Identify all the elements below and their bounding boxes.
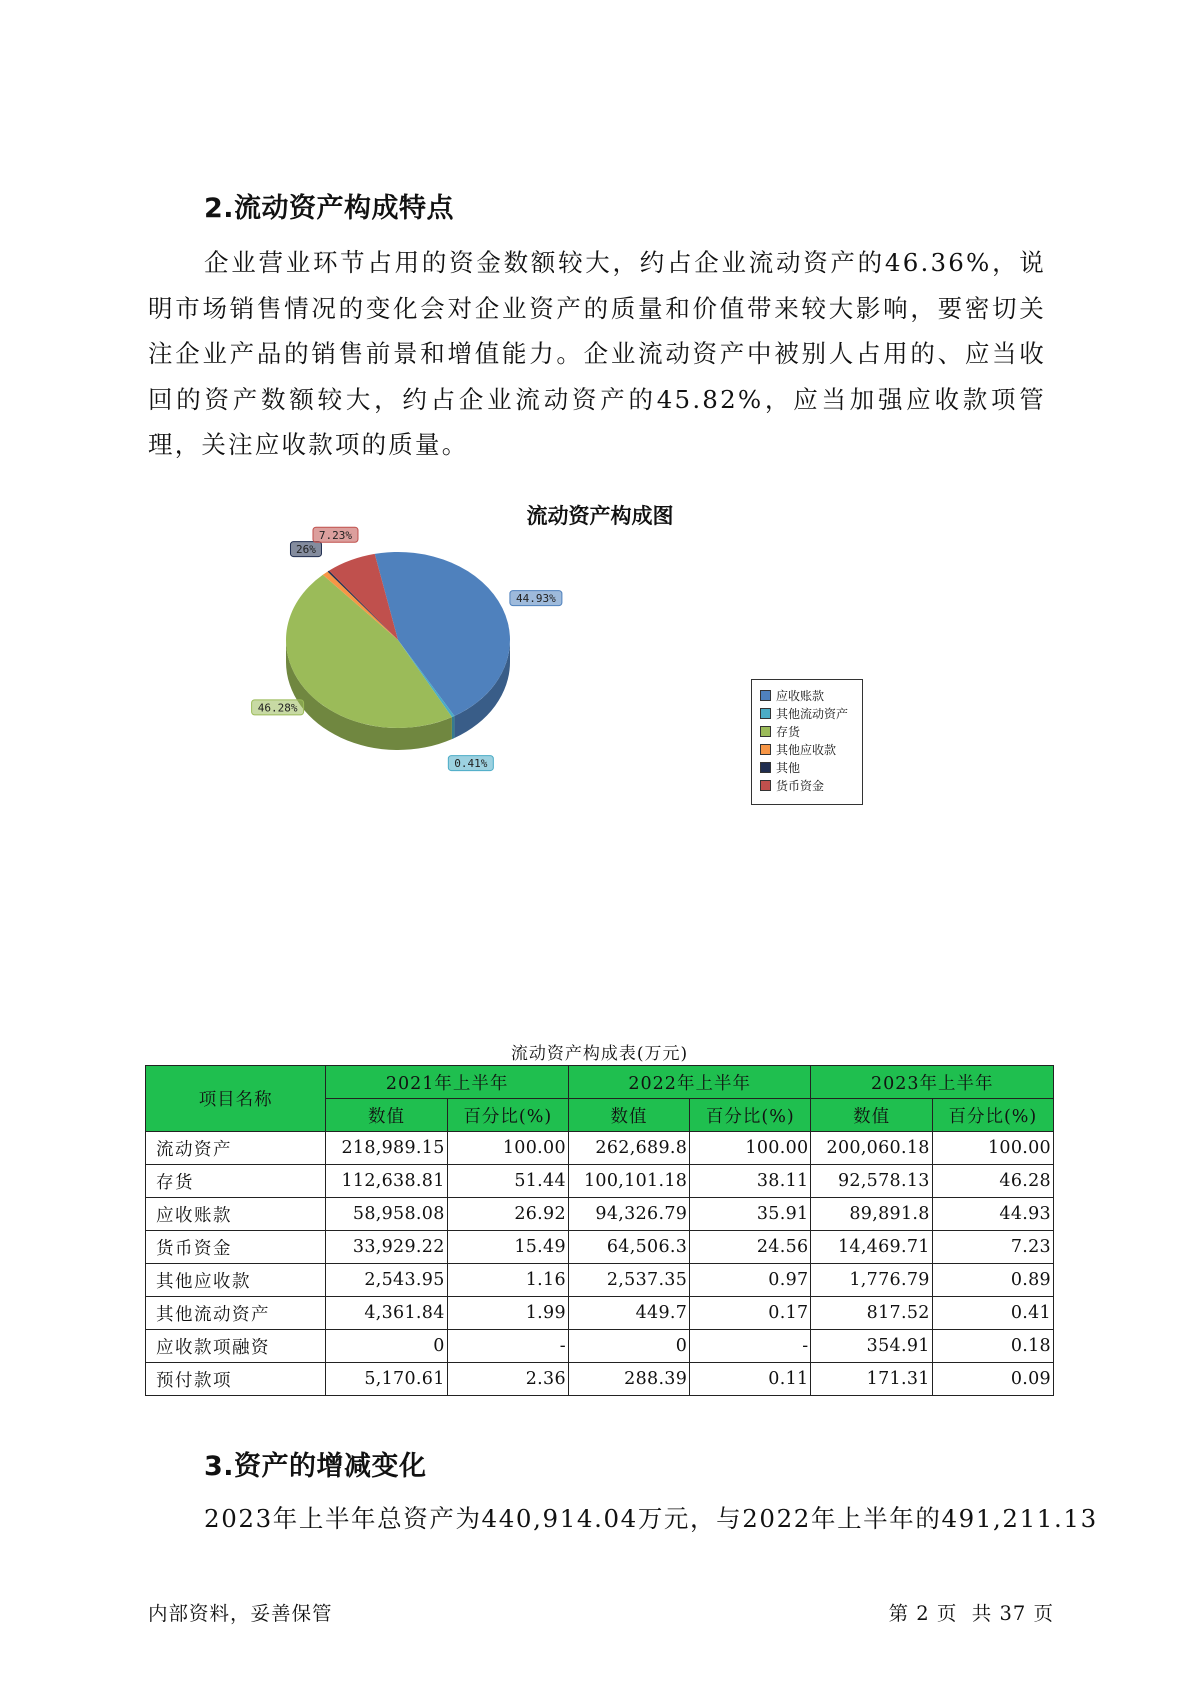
cell-pct: 0.09 — [932, 1363, 1053, 1396]
cell-pct: 0.17 — [690, 1297, 811, 1330]
section-paragraph: 企业营业环节占用的资金数额较大，约占企业流动资产的46.36%，说明市场销售情况的变化会对企业资产的质量和价值带来较大影响，要密切关注企业产品的销售前景和增值能力。企业流动资产中被别人占用的、应当收回的资产数额较大，约占企业流动资产的45.82%，应当加强应收款项管理，关注应收款项的质量。 — [148, 248, 1046, 459]
table-header-row — [146, 1066, 1054, 1099]
table-body — [146, 1132, 1054, 1396]
cell-value: 817.52 — [811, 1297, 932, 1330]
row-label: 流动资产 — [146, 1132, 326, 1165]
cell-value: 200,060.18 — [811, 1132, 932, 1165]
table-row — [146, 1231, 1054, 1264]
cell-pct: 100.00 — [447, 1132, 568, 1165]
header-value: 数值 — [568, 1099, 689, 1132]
footer-page-number: 第 2 页 共 37 页 — [888, 1602, 1054, 1625]
cell-pct: 100.00 — [932, 1132, 1053, 1165]
cell-value: 262,689.8 — [568, 1132, 689, 1165]
legend-swatch — [760, 708, 771, 719]
svg-text:44.93%: 44.93% — [516, 592, 556, 606]
table-row — [146, 1264, 1054, 1297]
cell-value: 1,776.79 — [811, 1264, 932, 1297]
header-value: 数值 — [811, 1099, 932, 1132]
cell-value: 2,543.95 — [326, 1264, 447, 1297]
cell-value: 100,101.18 — [568, 1165, 689, 1198]
cell-value: 33,929.22 — [326, 1231, 447, 1264]
pie-top — [286, 552, 510, 728]
cell-pct: 38.11 — [690, 1165, 811, 1198]
cell-pct: 0.97 — [690, 1264, 811, 1297]
svg-text:26%: 26% — [296, 543, 316, 557]
legend-swatch — [760, 690, 771, 701]
header-pct: 百分比(%) — [690, 1099, 811, 1132]
cell-pct: 24.56 — [690, 1231, 811, 1264]
table-row — [146, 1198, 1054, 1231]
cell-value: 288.39 — [568, 1363, 689, 1396]
header-period: 2022年上半年 — [568, 1066, 811, 1099]
row-label: 其他流动资产 — [146, 1297, 326, 1330]
legend-item — [760, 722, 862, 740]
section-heading: 2.流动资产构成特点 — [204, 193, 455, 224]
current-assets-table — [145, 1065, 1054, 1396]
cell-value: 14,469.71 — [811, 1231, 932, 1264]
row-label: 应收账款 — [146, 1198, 326, 1231]
legend-item — [760, 740, 862, 758]
cell-pct: 35.91 — [690, 1198, 811, 1231]
cell-pct: - — [690, 1330, 811, 1363]
header-pct: 百分比(%) — [447, 1099, 568, 1132]
legend-label: 其他流动资产 — [776, 706, 849, 721]
legend-label: 其他应收款 — [776, 742, 837, 757]
header-pct: 百分比(%) — [932, 1099, 1053, 1132]
cell-pct: 0.89 — [932, 1264, 1053, 1297]
cell-value: 449.7 — [568, 1297, 689, 1330]
svg-text:46.28%: 46.28% — [257, 701, 298, 715]
footer-left: 内部资料，妥善保管 — [148, 1602, 333, 1625]
cell-value: 94,326.79 — [568, 1198, 689, 1231]
cell-value: 0 — [568, 1330, 689, 1363]
svg-text:7.23%: 7.23% — [318, 528, 353, 542]
cell-pct: 7.23 — [932, 1231, 1053, 1264]
chart-legend — [751, 679, 863, 805]
cell-pct: 2.36 — [447, 1363, 568, 1396]
legend-swatch — [760, 726, 771, 737]
cell-pct: 44.93 — [932, 1198, 1053, 1231]
legend-item — [760, 776, 862, 794]
pie-data-label — [448, 756, 493, 771]
cell-value: 4,361.84 — [326, 1297, 447, 1330]
cell-value: 2,537.35 — [568, 1264, 689, 1297]
pie-data-label — [290, 542, 321, 557]
cell-pct: 51.44 — [447, 1165, 568, 1198]
cell-value: 5,170.61 — [326, 1363, 447, 1396]
cell-pct: 0.18 — [932, 1330, 1053, 1363]
cell-pct: - — [447, 1330, 568, 1363]
table-row — [146, 1330, 1054, 1363]
row-label: 应收款项融资 — [146, 1330, 326, 1363]
svg-text:0.41%: 0.41% — [454, 757, 488, 771]
pie-data-label — [313, 527, 358, 542]
cell-pct: 1.16 — [447, 1264, 568, 1297]
cell-value: 92,578.13 — [811, 1165, 932, 1198]
header-period: 2021年上半年 — [326, 1066, 569, 1099]
section-heading: 3.资产的增减变化 — [204, 1451, 427, 1482]
pie-chart — [200, 528, 640, 830]
cell-pct: 26.92 — [447, 1198, 568, 1231]
legend-swatch — [760, 744, 771, 755]
legend-label: 货币资金 — [776, 778, 825, 793]
cell-pct: 1.99 — [447, 1297, 568, 1330]
header-period: 2023年上半年 — [811, 1066, 1054, 1099]
cell-value: 354.91 — [811, 1330, 932, 1363]
legend-label: 其他 — [776, 760, 801, 775]
cell-pct: 15.49 — [447, 1231, 568, 1264]
section-paragraph: 2023年上半年总资产为440,914.04万元，与2022年上半年的491,211.13 — [204, 1504, 1098, 1533]
cell-value: 58,958.08 — [326, 1198, 447, 1231]
row-label: 其他应收款 — [146, 1264, 326, 1297]
row-label: 预付款项 — [146, 1363, 326, 1396]
table-row — [146, 1297, 1054, 1330]
cell-pct: 46.28 — [932, 1165, 1053, 1198]
legend-item — [760, 758, 862, 776]
cell-value: 0 — [326, 1330, 447, 1363]
cell-value: 218,989.15 — [326, 1132, 447, 1165]
header-item-name: 项目名称 — [146, 1066, 326, 1132]
cell-pct: 0.41 — [932, 1297, 1053, 1330]
legend-item — [760, 686, 862, 704]
legend-swatch — [760, 780, 771, 791]
cell-pct: 0.11 — [690, 1363, 811, 1396]
cell-pct: 100.00 — [690, 1132, 811, 1165]
chart-title: 流动资产构成图 — [526, 504, 674, 528]
legend-label: 应收账款 — [776, 688, 825, 703]
pie-data-label — [510, 591, 562, 606]
legend-swatch — [760, 762, 771, 773]
cell-value: 89,891.8 — [811, 1198, 932, 1231]
legend-item — [760, 704, 862, 722]
row-label: 货币资金 — [146, 1231, 326, 1264]
cell-value: 112,638.81 — [326, 1165, 447, 1198]
table-row — [146, 1165, 1054, 1198]
pie-data-label — [252, 700, 304, 715]
table-caption: 流动资产构成表(万元) — [510, 1044, 689, 1064]
row-label: 存货 — [146, 1165, 326, 1198]
pie-side-wall — [452, 716, 455, 739]
table-row — [146, 1132, 1054, 1165]
header-value: 数值 — [326, 1099, 447, 1132]
legend-label: 存货 — [776, 724, 801, 739]
cell-value: 64,506.3 — [568, 1231, 689, 1264]
cell-value: 171.31 — [811, 1363, 932, 1396]
table-row — [146, 1363, 1054, 1396]
